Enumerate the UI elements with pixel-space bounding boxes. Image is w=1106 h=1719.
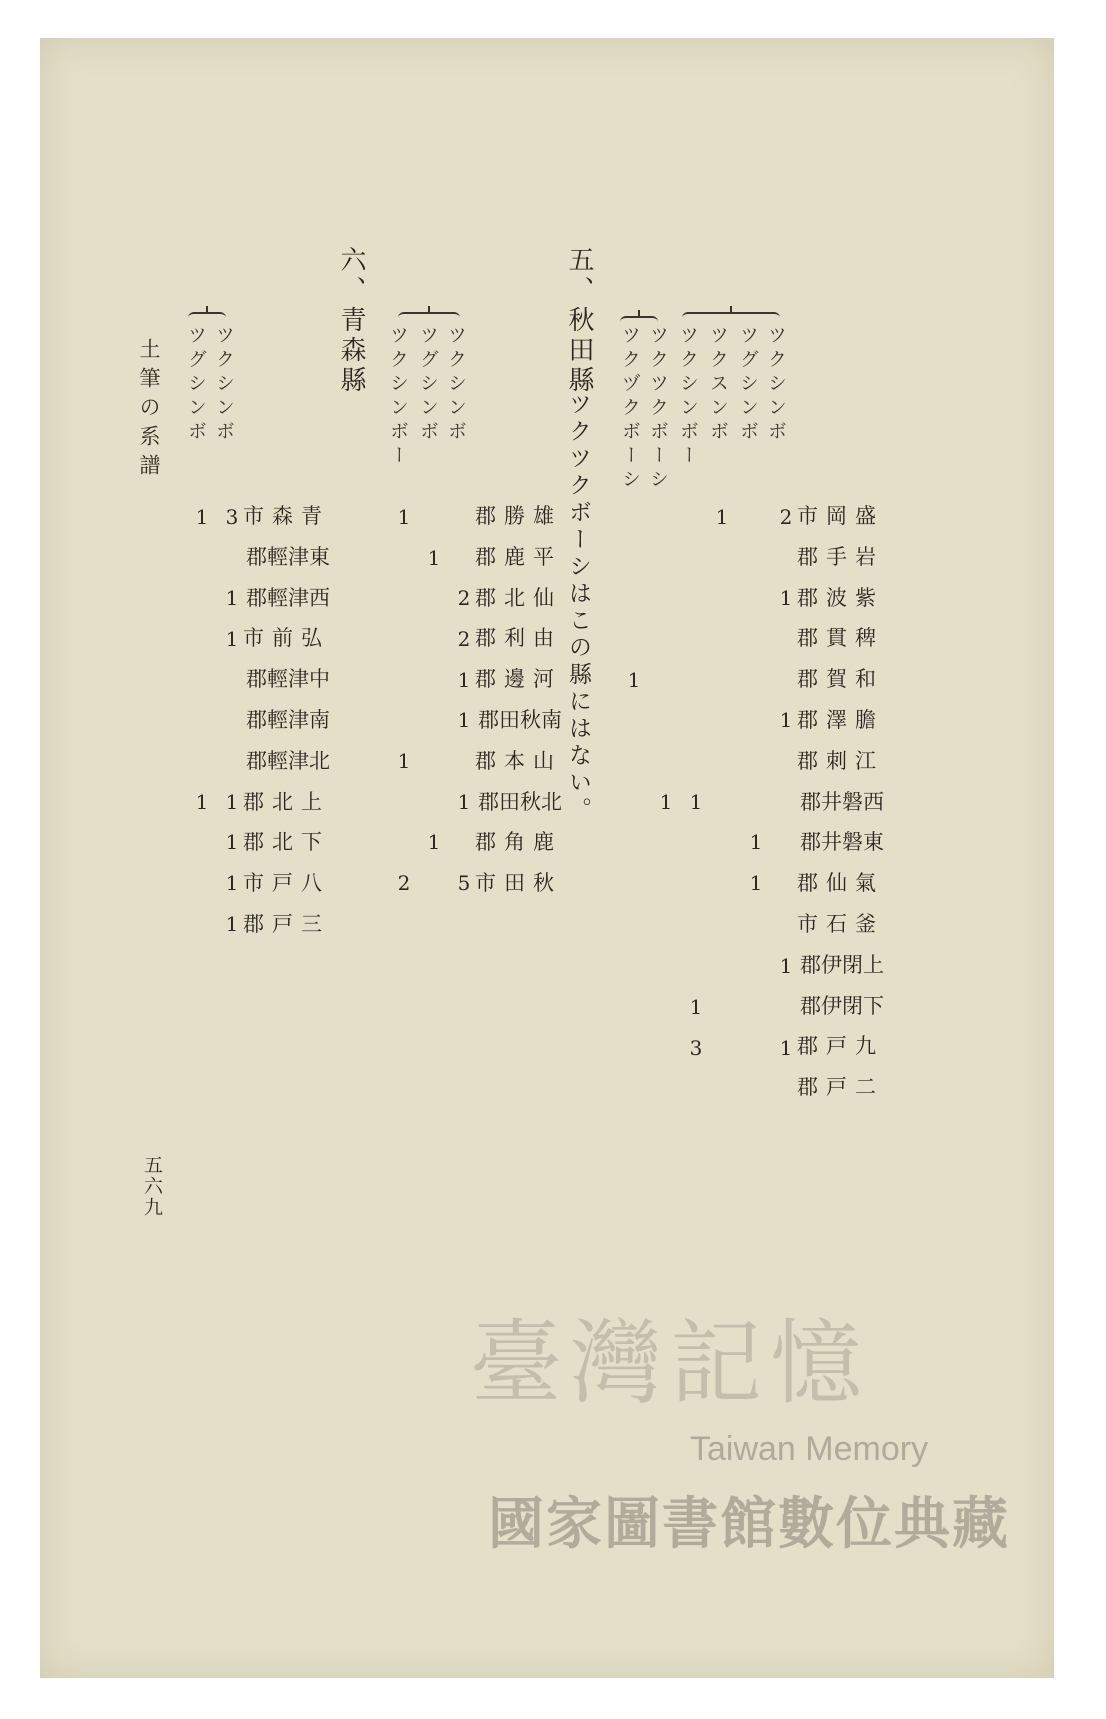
count-cell: 1 (225, 871, 239, 895)
count-cell: 1 (225, 830, 239, 854)
species-label: ツクツクボーシ (647, 325, 669, 493)
count-cell: 1 (225, 627, 239, 651)
species-label: ツクシンボ (765, 325, 787, 445)
species-label: ツグシンボ (417, 325, 439, 445)
count-cell: 1 (225, 586, 239, 610)
place-name: 三戸郡 (243, 912, 330, 936)
species-label: ツクシンボ (213, 325, 235, 445)
count-cell: 2 (397, 871, 411, 895)
running-title: 土筆の系譜 (137, 338, 161, 483)
place-name: 盛岡市 (797, 504, 884, 528)
count-cell: 1 (779, 708, 793, 732)
count-cell: 1 (715, 505, 729, 529)
place-name: 雄勝郡 (475, 504, 562, 528)
count-cell: 1 (779, 586, 793, 610)
count-cell: 2 (779, 505, 793, 529)
place-name: 鹿角郡 (475, 830, 562, 855)
place-name: 岩手郡 (797, 544, 884, 569)
place-name: 北津輕郡 (246, 748, 330, 773)
place-name: 弘前市 (243, 626, 330, 651)
count-cell: 1 (457, 668, 471, 692)
place-name: 紫波郡 (797, 585, 884, 610)
place-name: 南津輕郡 (246, 708, 330, 732)
place-name: 中津輕郡 (246, 667, 330, 692)
watermark-logo: 臺灣記憶 (470, 1310, 871, 1417)
count-cell: 1 (779, 1036, 793, 1060)
place-name: 北秋田郡 (478, 789, 562, 814)
section-heading: 五、秋田縣 (564, 246, 594, 396)
place-name: 江刺郡 (797, 748, 884, 773)
count-cell: 3 (689, 1036, 703, 1060)
place-name: 下北郡 (243, 830, 330, 855)
count-cell: 1 (749, 830, 763, 854)
place-name: 東津輕郡 (246, 544, 330, 569)
species-label: ツグシンボ (737, 325, 759, 445)
page-number: 五六九 (141, 1155, 163, 1218)
place-name: 西磐井郡 (800, 789, 884, 814)
place-name: 膽澤郡 (797, 708, 884, 732)
count-cell: 1 (749, 871, 763, 895)
count-cell: 1 (195, 790, 209, 814)
count-cell: 1 (689, 995, 703, 1019)
watermark-english: Taiwan Memory (690, 1430, 929, 1468)
place-name: 西津輕郡 (246, 585, 330, 610)
place-name: 仙北郡 (475, 585, 562, 610)
place-name: 河邊郡 (475, 667, 562, 692)
place-name: 八戸市 (243, 871, 330, 896)
place-name: 山本郡 (475, 748, 562, 773)
species-brace (188, 312, 226, 322)
count-cell: 3 (225, 505, 239, 529)
count-cell: 1 (689, 790, 703, 814)
count-cell: 1 (457, 708, 471, 732)
species-label: ツグシンボ (185, 325, 207, 445)
species-brace (398, 312, 460, 322)
count-cell: 5 (457, 871, 471, 895)
count-cell: 1 (659, 790, 673, 814)
count-cell: 1 (225, 912, 239, 936)
species-label: ツクシンボー (677, 325, 699, 469)
place-name: 由利郡 (475, 626, 562, 651)
count-cell: 1 (225, 790, 239, 814)
place-name: 東磐井郡 (800, 830, 884, 855)
count-cell: 1 (427, 830, 441, 854)
place-name: 下閉伊郡 (800, 993, 884, 1018)
place-name: 秋田市 (475, 871, 562, 896)
place-name: 青森市 (243, 504, 330, 528)
species-label: ツクヅクボーシ (619, 325, 641, 493)
count-cell: 1 (627, 668, 641, 692)
watermark-library: 國家圖書館數位典藏 (488, 1492, 1010, 1557)
count-cell: 1 (457, 790, 471, 814)
count-cell: 1 (195, 505, 209, 529)
section-note: ツクツクボーシはこの縣にはない。 (565, 392, 591, 824)
place-name: 氣仙郡 (797, 871, 884, 896)
count-cell: 2 (457, 627, 471, 651)
species-label: ツクシンボ (445, 325, 467, 445)
place-name: 九戸郡 (797, 1034, 884, 1059)
section-heading: 六、青森縣 (336, 246, 366, 396)
count-cell: 2 (457, 586, 471, 610)
place-name: 平鹿郡 (475, 544, 562, 569)
species-brace (682, 312, 780, 322)
place-name: 和賀郡 (797, 667, 884, 692)
count-cell: 1 (779, 954, 793, 978)
place-name: 二戸郡 (797, 1075, 884, 1100)
species-label: ツクシンボー (387, 325, 409, 469)
species-label: ツクスンボ (707, 325, 729, 445)
place-name: 上北郡 (243, 789, 330, 814)
count-cell: 1 (427, 546, 441, 570)
place-name: 南秋田郡 (478, 708, 562, 732)
place-name: 釜石市 (797, 912, 884, 936)
place-name: 稗貫郡 (797, 626, 884, 651)
place-name: 上閉伊郡 (800, 952, 884, 977)
count-cell: 1 (397, 749, 411, 773)
count-cell: 1 (397, 505, 411, 529)
